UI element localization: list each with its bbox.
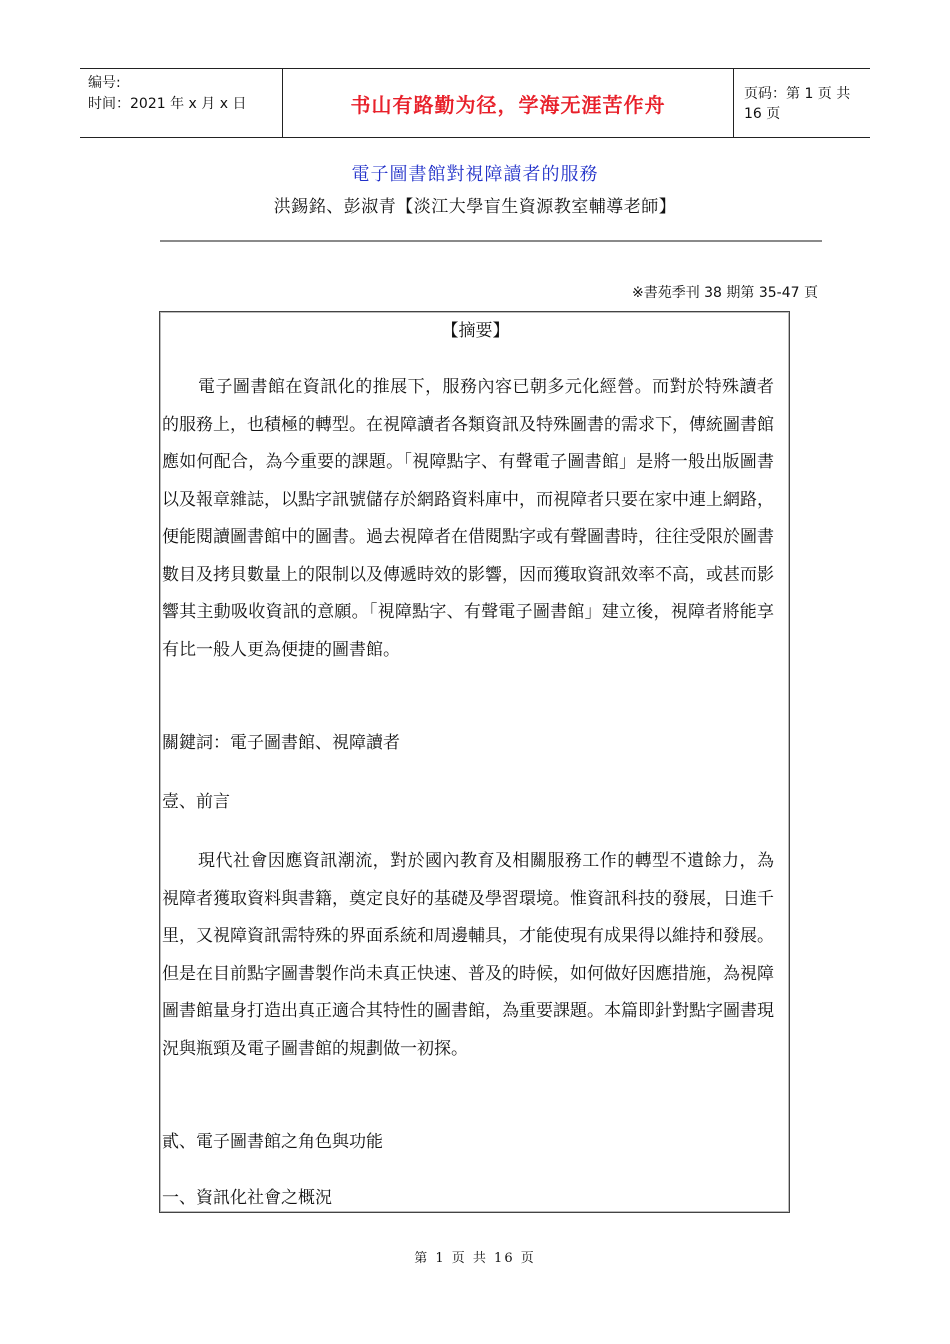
header-meta xyxy=(80,69,282,137)
article-authors: 洪錫銘、彭淑青【淡江大學盲生資源教室輔導老師】 xyxy=(273,197,677,217)
subsection-heading-overview: 一、資訊化社會之概況 xyxy=(162,1188,332,1208)
header-slogan: 书山有路勤为径，学海无涯苦作舟 xyxy=(282,69,734,137)
header-page-info: 页码：第 1 页 共 16 页 xyxy=(744,86,851,122)
abstract-paragraph: 電子圖書館在資訊化的推展下，服務內容已朝多元化經營。而對於特殊讀者的服務上，也積極的轉型。在視障讀者各類資訊及特殊圖書的需求下，傳統圖書館應如何配合，為今重要的課題。「視障點字、有聲電子圖書館」是將一般出版圖書以及報章雜誌，以點字訊號儲存於網路資料庫中，而視障者只要在家中連上網路，便能閱讀圖書館中的圖書。過去視障者在借閱點字或有聲圖書時，往往受限於圖書數目及拷貝數量上的限制以及傳遞時效的影響，因而獲取資訊效率不高，或甚而影響其主動吸收資訊的意願。「視障點字、有聲電子圖書館」建立後，視障者將能享有比一般人更為便捷的圖書館。 xyxy=(162,377,774,660)
page-footer: 第 1 页 共 16 页 xyxy=(414,1251,536,1266)
section-heading-role: 貳、電子圖書館之角色與功能 xyxy=(162,1132,383,1152)
article-source: ※書苑季刊 38 期第 35-47 頁 xyxy=(631,285,818,301)
introduction-paragraph: 現代社會因應資訊潮流，對於國內教育及相關服務工作的轉型不遺餘力，為視障者獲取資料與書籍，奠定良好的基礎及學習環境。惟資訊科技的發展，日進千里，又視障資訊需特殊的界面系統和周邊輔具，才能使現有成果得以維持和發展。但是在目前點字圖書製作尚未真正快速、普及的時候，如何做好因應措施，為視障圖書館量身打造出真正適合其特性的圖書館，為重要課題。本篇即針對點字圖書現況與瓶頸及電子圖書館的規劃做一初探。 xyxy=(162,851,774,1059)
article-title: 電子圖書館對視障讀者的服務 xyxy=(351,164,599,185)
document-time-label: 时间：2021 年 x 月 x 日 xyxy=(88,96,247,112)
header-table xyxy=(80,68,870,138)
content-box xyxy=(159,311,790,1213)
keywords-line: 關鍵詞：電子圖書館、視障讀者 xyxy=(162,733,400,753)
section-heading-introduction: 壹、前言 xyxy=(162,792,230,812)
title-divider xyxy=(160,240,822,242)
document-number-label: 编号: xyxy=(88,75,121,91)
abstract-heading: 【摘要】 xyxy=(441,321,510,341)
